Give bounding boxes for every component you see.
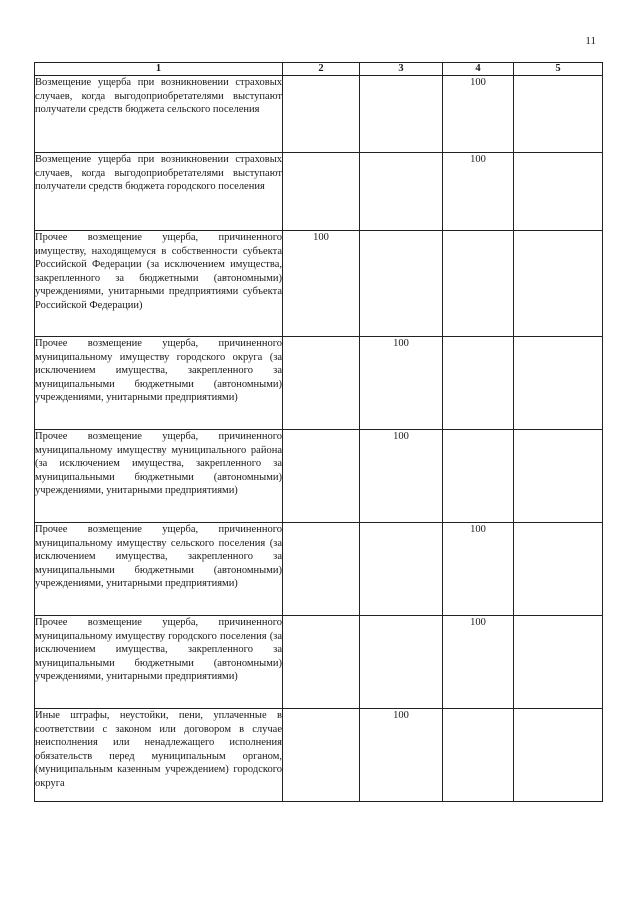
- row-value-col2: [283, 430, 360, 523]
- row-value-col5: [514, 76, 603, 153]
- row-value-col3: [360, 523, 443, 616]
- table-row: [35, 153, 603, 231]
- row-description: Прочее возмещение ущерба, причиненного муниципальному имуществу городского округа (за исключением имущества, закрепленного за муниципальными бюджетными (автономными) учреждениями, унитарными предприятиями): [35, 337, 283, 430]
- row-value-col5: [514, 709, 603, 802]
- table-row: [35, 231, 603, 337]
- row-value-col4: 100: [443, 616, 514, 709]
- row-value-col3: 100: [360, 337, 443, 430]
- row-value-col2: [283, 616, 360, 709]
- row-description: Возмещение ущерба при возникновении страховых случаев, когда выгодоприобретателями выступают получатели средств бюджета сельского поселения: [35, 76, 283, 153]
- row-description: Прочее возмещение ущерба, причиненного муниципальному имуществу сельского поселения (за исключением имущества, закрепленного за муниципальными бюджетными (автономными) учреждениями, унитарными предприятиями): [35, 523, 283, 616]
- row-description: Прочее возмещение ущерба, причиненного муниципальному имуществу муниципального района (за исключением имущества, закрепленного за муниципальными бюджетными (автономными) учреждениями, унитарными предприятиями): [35, 430, 283, 523]
- page-number: 11: [585, 35, 596, 47]
- row-value-col2: 100: [283, 231, 360, 337]
- row-value-col2: [283, 337, 360, 430]
- row-value-col5: [514, 153, 603, 231]
- column-header-4: 4: [443, 63, 514, 76]
- row-value-col3: [360, 76, 443, 153]
- row-description: Иные штрафы, неустойки, пени, уплаченные в соответствии с законом или договором в случае неисполнения или ненадлежащего исполнения обязательств перед муниципальным органом, (муниципальным казенным учреждением) городского округа: [35, 709, 283, 802]
- row-value-col4: 100: [443, 76, 514, 153]
- table-row: [35, 337, 603, 430]
- row-value-col2: [283, 153, 360, 231]
- table-row: [35, 523, 603, 616]
- budget-table: [34, 62, 603, 802]
- row-value-col5: [514, 430, 603, 523]
- row-value-col4: [443, 709, 514, 802]
- row-value-col5: [514, 523, 603, 616]
- column-header-1: 1: [35, 63, 283, 76]
- row-value-col2: [283, 523, 360, 616]
- row-value-col5: [514, 337, 603, 430]
- table-row: [35, 709, 603, 802]
- column-header-3: 3: [360, 63, 443, 76]
- header-row: [35, 63, 603, 76]
- row-value-col4: 100: [443, 523, 514, 616]
- row-value-col5: [514, 231, 603, 337]
- row-value-col4: [443, 430, 514, 523]
- table-row: [35, 76, 603, 153]
- row-value-col3: [360, 616, 443, 709]
- table-row: [35, 430, 603, 523]
- column-header-5: 5: [514, 63, 603, 76]
- row-description: Возмещение ущерба при возникновении страховых случаев, когда выгодоприобретателями выступают получатели средств бюджета городского поселения: [35, 153, 283, 231]
- row-value-col4: 100: [443, 153, 514, 231]
- column-header-2: 2: [283, 63, 360, 76]
- row-value-col4: [443, 231, 514, 337]
- row-value-col2: [283, 709, 360, 802]
- row-value-col3: [360, 231, 443, 337]
- row-description: Прочее возмещение ущерба, причиненного муниципальному имуществу городского поселения (за исключением имущества, закрепленного за муниципальными бюджетными (автономными) учреждениями, унитарными предприятиями): [35, 616, 283, 709]
- row-value-col3: 100: [360, 430, 443, 523]
- row-value-col2: [283, 76, 360, 153]
- row-description: Прочее возмещение ущерба, причиненного имуществу, находящемуся в собственности субъекта Российской Федерации (за исключением имущества, закрепленного за бюджетными (автономными) учреждениями, унитарными предприятиями субъекта Российской Федерации): [35, 231, 283, 337]
- row-value-col3: [360, 153, 443, 231]
- row-value-col5: [514, 616, 603, 709]
- row-value-col4: [443, 337, 514, 430]
- table-row: [35, 616, 603, 709]
- row-value-col3: 100: [360, 709, 443, 802]
